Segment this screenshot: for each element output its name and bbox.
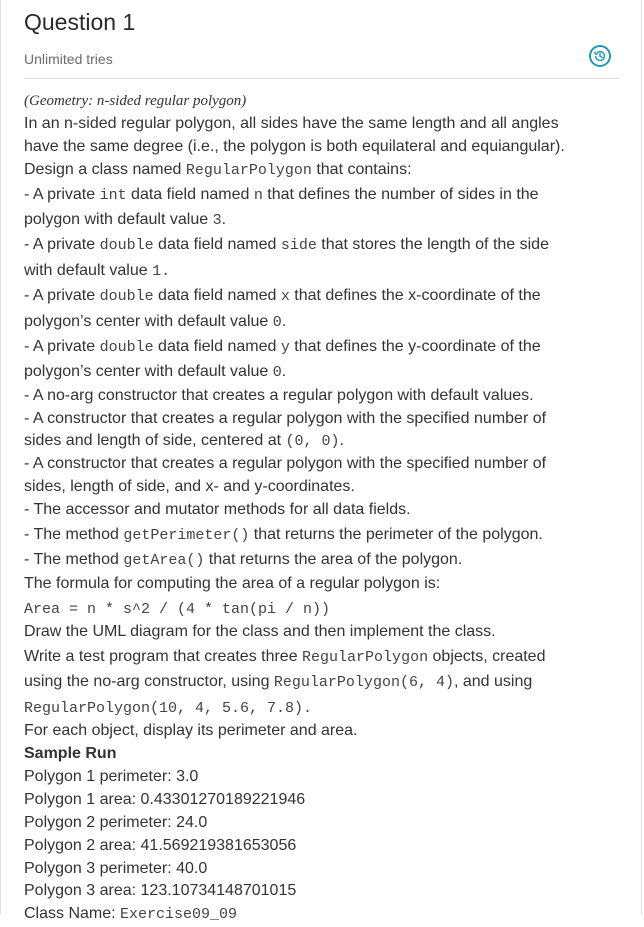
question-text-line xyxy=(24,596,620,621)
text-run: - A constructor that creates a regular polygon with the specified number of xyxy=(24,455,547,473)
text-run: . xyxy=(281,363,287,381)
text-run: Polygon 2 area: 41.569219381653056 xyxy=(24,836,297,854)
question-text-line xyxy=(24,522,620,547)
sample-run-line xyxy=(24,835,620,858)
text-run: that contains: xyxy=(311,160,412,178)
text-run: that defines the y-coordinate of the xyxy=(289,337,541,355)
text-run: . xyxy=(281,312,287,330)
question-text-line xyxy=(24,283,620,308)
question-title: Question 1 xyxy=(24,9,136,35)
question-text-line xyxy=(24,621,620,644)
question-text-line xyxy=(24,136,620,159)
history-button[interactable] xyxy=(589,45,611,67)
panel-border-left xyxy=(0,0,1,915)
question-text-line xyxy=(24,669,620,694)
text-run: In an n-sided regular polygon, all sides have the same length and all angles xyxy=(24,114,559,132)
question-text-line xyxy=(24,207,620,232)
text-run: data field named xyxy=(153,337,281,355)
text-run: polygon’s center with default value xyxy=(24,363,273,381)
question-text-line xyxy=(24,309,620,334)
text-run: have the same degree (i.e., the polygon is both equilateral and equiangular). xyxy=(24,137,565,155)
text-run: data field named xyxy=(153,287,281,305)
code-text: y xyxy=(280,338,290,356)
text-run: Design a class named xyxy=(24,160,186,178)
code-text: Exercise09_09 xyxy=(120,906,238,924)
text-run: The formula for computing the area of a regular polygon is: xyxy=(24,574,441,592)
code-text: double xyxy=(99,288,154,306)
text-run: that returns the area of the polygon. xyxy=(204,551,463,569)
text-run: Polygon 3 perimeter: 40.0 xyxy=(24,859,208,877)
code-text: side xyxy=(280,237,317,255)
code-text: n xyxy=(253,186,263,204)
question-text-line xyxy=(24,720,620,743)
text-run: that defines the number of sides in the xyxy=(262,185,539,203)
text-run: Polygon 3 area: 123.10734148701015 xyxy=(24,882,297,900)
text-run: Polygon 1 perimeter: 3.0 xyxy=(24,767,199,785)
sample-run-line xyxy=(24,766,620,789)
text-run: - A private xyxy=(24,185,100,203)
question-text-line xyxy=(24,499,620,522)
question-text-line xyxy=(24,476,620,499)
tries-label: Unlimited tries xyxy=(24,51,113,67)
text-run: Write a test program that creates three xyxy=(24,647,303,665)
text-run: - A no-arg constructor that creates a regular polygon with default values. xyxy=(24,386,534,404)
text-run: Class Name: xyxy=(24,905,121,923)
text-run: - The accessor and mutator methods for all data fields. xyxy=(24,501,411,519)
question-text-line xyxy=(24,408,620,431)
text-run: (Geometry: n-sided regular polygon) xyxy=(24,93,247,109)
text-run: Polygon 1 area: 0.43301270189221946 xyxy=(24,790,306,808)
text-run: . xyxy=(339,432,344,450)
sample-run-line xyxy=(24,812,620,835)
text-run: polygon’s center with default value xyxy=(24,312,273,330)
question-text-line xyxy=(24,182,620,207)
code-text: (0, 0) xyxy=(285,433,340,451)
question-text-line xyxy=(24,385,620,408)
text-run: - A constructor that creates a regular polygon with the specified number of xyxy=(24,409,547,427)
text-run: - A private xyxy=(24,337,100,355)
history-icon xyxy=(593,49,607,63)
question-body xyxy=(24,90,620,926)
text-run: For each object, display its perimeter and area. xyxy=(24,722,358,740)
text-run: - The method xyxy=(24,526,124,544)
text-run: that returns the perimeter of the polygon. xyxy=(249,526,543,544)
question-text-line xyxy=(24,159,620,182)
text-run: - A private xyxy=(24,287,100,305)
question-text-line xyxy=(24,430,620,453)
sample-run-line xyxy=(24,858,620,881)
text-run: with default value xyxy=(24,261,153,279)
text-run: using the no-arg constructor, using xyxy=(24,673,274,691)
code-text: Area = n * s^2 / (4 * tan(pi / n)) xyxy=(24,600,331,618)
code-text: RegularPolygon(10, 4, 5.6, 7.8). xyxy=(24,699,313,717)
text-run: sides and length of side, centered at xyxy=(24,432,286,450)
sample-run-line xyxy=(24,743,620,766)
text-run: sides, length of side, and x- and y-coordinates. xyxy=(24,478,355,496)
text-run: - The method xyxy=(24,551,124,569)
code-text: double xyxy=(99,237,154,255)
text-run: polygon with default value xyxy=(24,210,213,228)
code-text: double xyxy=(99,338,154,356)
question-text-line xyxy=(24,113,620,136)
sample-run-line xyxy=(24,880,620,903)
code-text: 0 xyxy=(272,364,282,382)
text-run: . xyxy=(221,210,227,228)
text-run: data field named xyxy=(126,185,254,203)
question-text-line xyxy=(24,573,620,596)
text-run: , and using xyxy=(453,673,533,691)
code-text: 0 xyxy=(272,313,282,331)
question-text-line xyxy=(24,453,620,476)
question-text-line xyxy=(24,547,620,572)
code-text: getPerimeter() xyxy=(123,527,250,545)
sample-run-line xyxy=(24,789,620,812)
problem-topic xyxy=(24,90,620,113)
code-text: int xyxy=(99,186,127,204)
text-run: - A private xyxy=(24,236,100,254)
question-text-line xyxy=(24,359,620,384)
text-run: Draw the UML diagram for the class and then implement the class. xyxy=(24,623,496,641)
code-text: x xyxy=(280,288,290,306)
code-text: 1. xyxy=(152,262,171,280)
text-run: that stores the length of the side xyxy=(316,236,549,254)
question-text-line xyxy=(24,232,620,257)
header-divider xyxy=(24,78,620,79)
code-text: RegularPolygon xyxy=(185,161,312,179)
code-text: RegularPolygon(6, 4) xyxy=(273,674,454,692)
text-run: data field named xyxy=(153,236,281,254)
code-text: getArea() xyxy=(123,552,205,570)
question-text-line xyxy=(24,644,620,669)
panel-border-right xyxy=(641,0,642,915)
text-run: objects, created xyxy=(428,647,546,665)
code-text: RegularPolygon xyxy=(302,648,429,666)
text-run: that defines the x-coordinate of the xyxy=(289,287,541,305)
text-run: Sample Run xyxy=(24,745,117,763)
question-text-line xyxy=(24,695,620,720)
text-run: Polygon 2 perimeter: 24.0 xyxy=(24,813,208,831)
code-text: 3 xyxy=(212,211,222,229)
question-text-line xyxy=(24,258,620,283)
question-text-line xyxy=(24,334,620,359)
